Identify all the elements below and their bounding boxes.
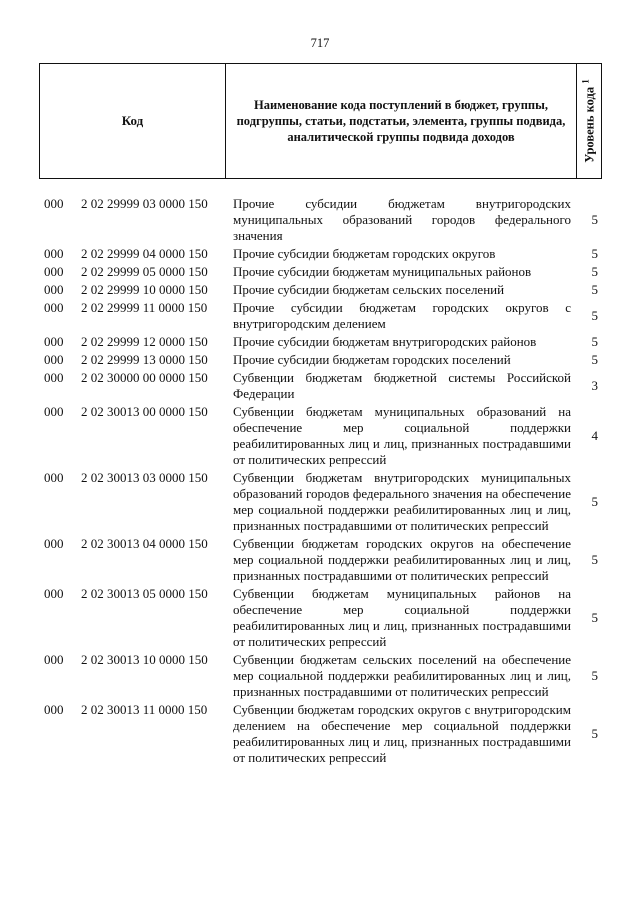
table-row [44,370,604,402]
row-prefix: 000 [44,352,64,367]
row-code: 2 02 30013 00 0000 150 [81,404,208,419]
row-level: 3 [591,378,598,393]
row-name: Субвенции бюджетам сельских поселений на обеспечение мер социальной поддержки реабилитированных лиц и лиц, признанных пострадавшими от политических репрессий [233,652,571,699]
row-name: Прочие субсидии бюджетам городских поселений [233,352,511,367]
row-level: 5 [591,308,598,323]
row-name: Прочие субсидии бюджетам внутригородских муниципальных образований городов федерального значения [233,196,571,243]
row-prefix: 000 [44,334,64,349]
row-level: 5 [591,726,598,741]
table-row [44,264,604,280]
row-prefix: 000 [44,264,64,279]
row-name: Прочие субсидии бюджетам муниципальных районов [233,264,532,279]
table-row [44,652,604,700]
table-row [44,702,604,766]
row-level: 5 [591,668,598,683]
row-code: 2 02 29999 11 0000 150 [81,300,208,315]
row-code: 2 02 30013 04 0000 150 [81,536,208,551]
row-prefix: 000 [44,282,64,297]
row-name: Прочие субсидии бюджетам городских округов [233,246,496,261]
row-name: Субвенции бюджетам городских округов на обеспечение мер социальной поддержки реабилитированных лиц и лиц, признанных пострадавшими от политических репрессий [233,536,571,583]
row-name: Прочие субсидии бюджетам сельских поселений [233,282,505,297]
row-level: 5 [591,352,598,367]
row-level: 5 [591,282,598,297]
row-code: 2 02 30013 11 0000 150 [81,702,208,717]
row-name: Субвенции бюджетам городских округов с внутригородским делением на обеспечение мер социальной поддержки реабилитированных лиц и лиц, признанных пострадавшими от политических репрессий [233,702,571,765]
row-prefix: 000 [44,246,64,261]
table-row [44,334,604,350]
row-prefix: 000 [44,536,64,551]
page-number: 717 [310,36,330,50]
table-row [44,536,604,584]
row-level: 4 [591,428,598,443]
row-name: Субвенции бюджетам внутригородских муниципальных образований городов федерального значения на обеспечение мер социальной поддержки реабилитированных лиц и лиц, признанных пострадавшими от политических репрессий [233,470,571,533]
row-level: 5 [591,246,598,261]
table-row [44,404,604,468]
row-name: Субвенции бюджетам муниципальных районов на обеспечение мер социальной поддержки реабилитированных лиц и лиц, признанных пострадавшими от политических репрессий [233,586,571,649]
row-level: 5 [591,610,598,625]
row-level: 5 [591,334,598,349]
table-header [39,63,602,179]
row-prefix: 000 [44,702,64,717]
row-level: 5 [591,552,598,567]
row-level: 5 [591,212,598,227]
row-name: Субвенции бюджетам муниципальных образований на обеспечение мер социальной поддержки реабилитированных лиц и лиц, признанных пострадавшими от политических репрессий [233,404,571,467]
row-code: 2 02 29999 03 0000 150 [81,196,208,211]
row-prefix: 000 [44,652,64,667]
header-code: Код [40,64,226,178]
row-name: Прочие субсидии бюджетам внутригородских районов [233,334,537,349]
header-level [580,79,597,162]
header-level-footnote: 1 [580,79,591,84]
row-code: 2 02 30013 03 0000 150 [81,470,208,485]
row-prefix: 000 [44,196,64,211]
row-prefix: 000 [44,470,64,485]
header-level-label: Уровень кода [582,86,597,163]
table-body [44,196,604,768]
row-code: 2 02 29999 10 0000 150 [81,282,208,297]
table-row [44,586,604,650]
row-code: 2 02 30000 00 0000 150 [81,370,208,385]
row-prefix: 000 [44,300,64,315]
table-row [44,300,604,332]
row-code: 2 02 29999 05 0000 150 [81,264,208,279]
row-code: 2 02 29999 04 0000 150 [81,246,208,261]
row-code: 2 02 30013 05 0000 150 [81,586,208,601]
row-prefix: 000 [44,586,64,601]
table-row [44,282,604,298]
header-level-cell [577,64,601,178]
header-name: Наименование кода поступлений в бюджет, группы, подгруппы, статьи, подстатьи, элемента, группы подвида, аналитической группы подвида доходов [226,64,577,178]
row-code: 2 02 29999 12 0000 150 [81,334,208,349]
row-prefix: 000 [44,404,64,419]
row-code: 2 02 29999 13 0000 150 [81,352,208,367]
table-row [44,246,604,262]
table-row [44,470,604,534]
table-row [44,352,604,368]
row-name: Прочие субсидии бюджетам городских округов с внутригородским делением [233,300,571,331]
row-code: 2 02 30013 10 0000 150 [81,652,208,667]
row-level: 5 [591,494,598,509]
row-name: Субвенции бюджетам бюджетной системы Российской Федерации [233,370,571,401]
table-row [44,196,604,244]
row-prefix: 000 [44,370,64,385]
row-level: 5 [591,264,598,279]
